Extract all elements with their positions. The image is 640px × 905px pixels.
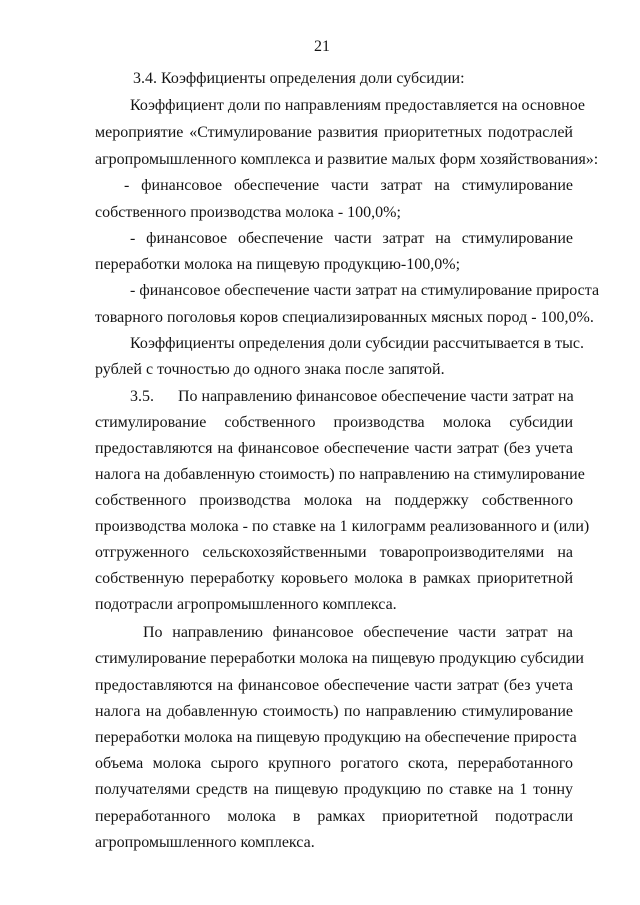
text-line: Коэффициенты определения доли субсидии рассчитывается в тыс. (130, 335, 584, 352)
text-line: - финансовое обеспечение части затрат на стимулирование (130, 230, 573, 247)
text-line: агропромышленного комплекса и развитие малых форм хозяйствования»: (95, 151, 599, 168)
text-line: товарного поголовья коров специализированных мясных пород - 100,0%. (95, 309, 594, 326)
text-line: получателями средств на пищевую продукцию по ставке на 1 тонну (95, 781, 573, 798)
text-line: рублей с точностью до одного знака после запятой. (95, 361, 445, 378)
text-line: Коэффициент доли по направлениям предоставляется на основное (130, 97, 585, 114)
text-line: мероприятие «Стимулирование развития приоритетных подотраслей (95, 124, 573, 141)
text-line: объема молока сырого крупного рогатого скота, переработанного (95, 755, 573, 772)
text-line: По направлению финансовое обеспечение части затрат на (143, 624, 573, 641)
page-number: 21 (314, 38, 330, 55)
text-line: - финансовое обеспечение части затрат на стимулирование (124, 177, 573, 194)
text-line: предоставляются на финансовое обеспечение части затрат (без учета (95, 440, 573, 457)
text-line: производства молока - по ставке на 1 килограмм реализованного и (или) (95, 518, 590, 535)
text-line: По направлению финансовое обеспечение части затрат на (178, 388, 574, 405)
text-line: стимулирование переработки молока на пищевую продукцию субсидии (95, 650, 584, 667)
section-number: 3.5. (130, 388, 154, 405)
text-line: подотрасли агропромышленного комплекса. (95, 596, 397, 613)
text-line: собственную переработку коровьего молока в рамках приоритетной (95, 570, 573, 587)
text-line: собственного производства молока - 100,0%; (95, 204, 401, 221)
text-line: - финансовое обеспечение части затрат на стимулирование прироста (130, 282, 600, 299)
section-heading: 3.4. Коэффициенты определения доли субсидии: (133, 70, 465, 87)
text-line: переработки молока на пищевую продукцию-100,0%; (95, 256, 461, 273)
text-line: отгруженного сельскохозяйственными товаропроизводителями на (95, 544, 573, 561)
text-line: переработки молока на пищевую продукцию на обеспечение прироста (95, 729, 577, 746)
text-line: налога на добавленную стоимость) по направлению на стимулирование (95, 466, 585, 483)
text-line: налога на добавленную стоимость) по направлению стимулирование (95, 703, 573, 720)
text-line: агропромышленного комплекса. (95, 834, 315, 851)
text-line: предоставляются на финансовое обеспечение части затрат (без учета (95, 677, 573, 694)
text-line: переработанного молока в рамках приоритетной подотрасли (95, 808, 573, 825)
text-line: стимулирование собственного производства молока субсидии (95, 414, 573, 431)
text-line: собственного производства молока на поддержку собственного (95, 492, 573, 509)
